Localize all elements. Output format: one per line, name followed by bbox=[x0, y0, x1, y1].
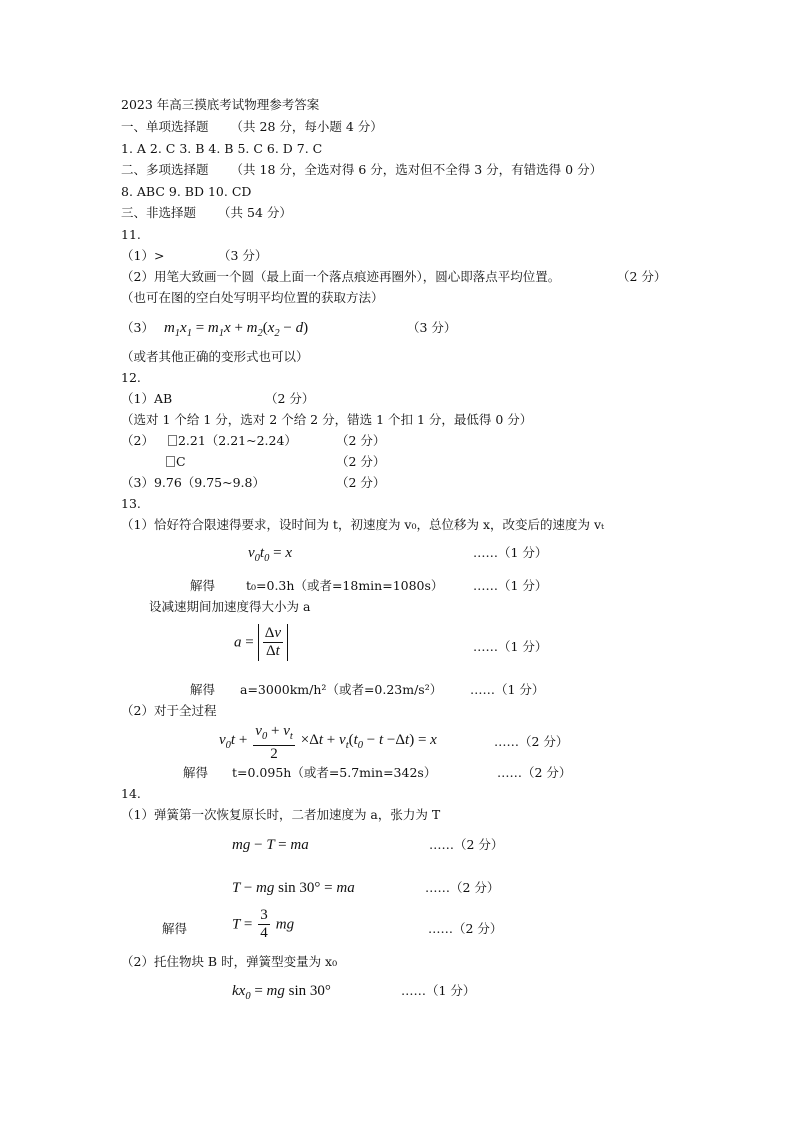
section-heading: 一、单项选择题 bbox=[121, 119, 209, 134]
q12-part1-note: （选对 1 个给 1 分，选对 2 个给 2 分，错选 1 个扣 1 分，最低得 0 分） bbox=[121, 412, 533, 427]
q13-a-result: a=3000km/h²（或者=0.23m/s²） bbox=[240, 682, 443, 697]
q14-eq1-score: ……（2 分） bbox=[429, 837, 504, 852]
q12-part1: （1）AB bbox=[121, 391, 173, 406]
q11-part3-note: （或者其他正确的变形式也可以） bbox=[121, 349, 309, 364]
unknown-glyph-icon bbox=[166, 456, 175, 467]
q13-part1-intro: （1）恰好符合限速得要求，设时间为 t，初速度为 v₀，总位移为 x，改变后的速度为 vₜ bbox=[121, 517, 605, 532]
q12-part2b-score: （2 分） bbox=[336, 454, 386, 469]
q14-eq3-score: ……（2 分） bbox=[428, 921, 503, 936]
q12-part1-score: （2 分） bbox=[265, 391, 315, 406]
q12-part2-label: （2） bbox=[121, 433, 154, 448]
section-heading: 二、多项选择题 bbox=[121, 162, 209, 177]
q13-eq3-score: ……（2 分） bbox=[494, 734, 569, 749]
q11-part3-score: （3 分） bbox=[407, 320, 457, 335]
question-11-number: 11. bbox=[121, 227, 141, 242]
section-single-choice bbox=[121, 119, 383, 135]
q11-part2-note: （也可在图的空白处写明平均位置的获取方法） bbox=[121, 290, 384, 305]
q11-formula: $m_1x_1 = m_1x + m_2(x_2 - d)$ bbox=[163, 320, 309, 339]
section-multi-choice bbox=[121, 162, 602, 178]
question-12-number: 12. bbox=[121, 370, 141, 385]
section-note: （共 28 分，每小题 4 分） bbox=[230, 119, 383, 134]
q13-eq2-score: ……（1 分） bbox=[473, 639, 548, 654]
q13-eq1: $v_0t_0 = x$ bbox=[248, 545, 292, 564]
q13-eq3: $v_0t$ + $\frac{v_0 + v_t}{2}$ $\times\Delta t + v_t(t_0 - t -\Delta t) = x$ bbox=[219, 723, 437, 762]
q12-part3-score: （2 分） bbox=[336, 475, 386, 490]
q11-part3-label: （3） bbox=[121, 320, 154, 335]
question-13-number: 13. bbox=[121, 496, 141, 511]
page-title: 2023 年高三摸底考试物理参考答案 bbox=[121, 97, 320, 112]
q13-solve-label: 解得 bbox=[190, 578, 216, 593]
q11-part2: （2）用笔大致画一个圆（最上面一个落点痕迹再圈外），圆心即落点平均位置。 bbox=[121, 269, 561, 284]
q13-eq1-score: ……（1 分） bbox=[473, 545, 548, 560]
q11-part2-score: （2 分） bbox=[617, 269, 667, 284]
q12-part3: （3）9.76（9.75~9.8） bbox=[121, 475, 265, 490]
q12-part2 bbox=[121, 433, 297, 449]
multi-choice-answers: 8. ABC 9. BD 10. CD bbox=[121, 184, 252, 199]
q11-part1-score: （3 分） bbox=[218, 248, 268, 263]
q13-eq2: a = $\frac{\Delta v}{\Delta t}$ bbox=[234, 624, 288, 670]
unknown-glyph-icon bbox=[168, 435, 177, 446]
q14-eq2: T − mg sin 30° = ma bbox=[232, 880, 355, 896]
q11-part3 bbox=[121, 320, 308, 342]
q14-eq4: $kx_0$ = mg sin 30° bbox=[232, 983, 331, 1002]
section-note: （共 18 分，全选对得 6 分，选对但不全得 3 分，有错选得 0 分） bbox=[230, 162, 603, 177]
q14-eq1: mg − T = ma bbox=[232, 837, 309, 853]
q12-part2b bbox=[166, 454, 186, 470]
q14-part1-intro: （1）弹簧第一次恢复原长时，二者加速度为 a，张力为 T bbox=[121, 807, 441, 822]
q13-decel-intro: 设减速期间加速度得大小为 a bbox=[149, 599, 311, 614]
q13-solve-label: 解得 bbox=[183, 765, 209, 780]
q11-part1: （1）> bbox=[121, 248, 165, 263]
section-non-choice bbox=[121, 205, 292, 221]
section-heading: 三、非选择题 bbox=[121, 205, 197, 220]
q12-part2a-score: （2 分） bbox=[336, 433, 386, 448]
q13-solve-label: 解得 bbox=[190, 682, 216, 697]
q14-solve-label: 解得 bbox=[162, 921, 188, 936]
q12-part2b-value: C bbox=[176, 454, 186, 469]
q13-t0-result: t₀=0.3h（或者=18min=1080s） bbox=[246, 578, 444, 593]
q14-eq2-score: ……（2 分） bbox=[425, 880, 500, 895]
q13-part2-intro: （2）对于全过程 bbox=[121, 703, 217, 718]
q12-part2a: 2.21（2.21~2.24） bbox=[177, 433, 297, 448]
q13-t0-score: ……（1 分） bbox=[473, 578, 548, 593]
q14-eq3: T = $\frac{3}{4}$ mg bbox=[232, 907, 295, 941]
q14-part2-intro: （2）托住物块 B 时，弹簧型变量为 x₀ bbox=[121, 954, 338, 969]
q14-eq4-score: ……（1 分） bbox=[401, 983, 476, 998]
section-note: （共 54 分） bbox=[218, 205, 292, 220]
single-choice-answers: 1. A 2. C 3. B 4. B 5. C 6. D 7. C bbox=[121, 141, 323, 156]
question-14-number: 14. bbox=[121, 786, 141, 801]
q13-a-score: ……（1 分） bbox=[470, 682, 545, 697]
q13-t-score: ……（2 分） bbox=[497, 765, 572, 780]
q13-t-result: t=0.095h（或者=5.7min=342s） bbox=[232, 765, 437, 780]
